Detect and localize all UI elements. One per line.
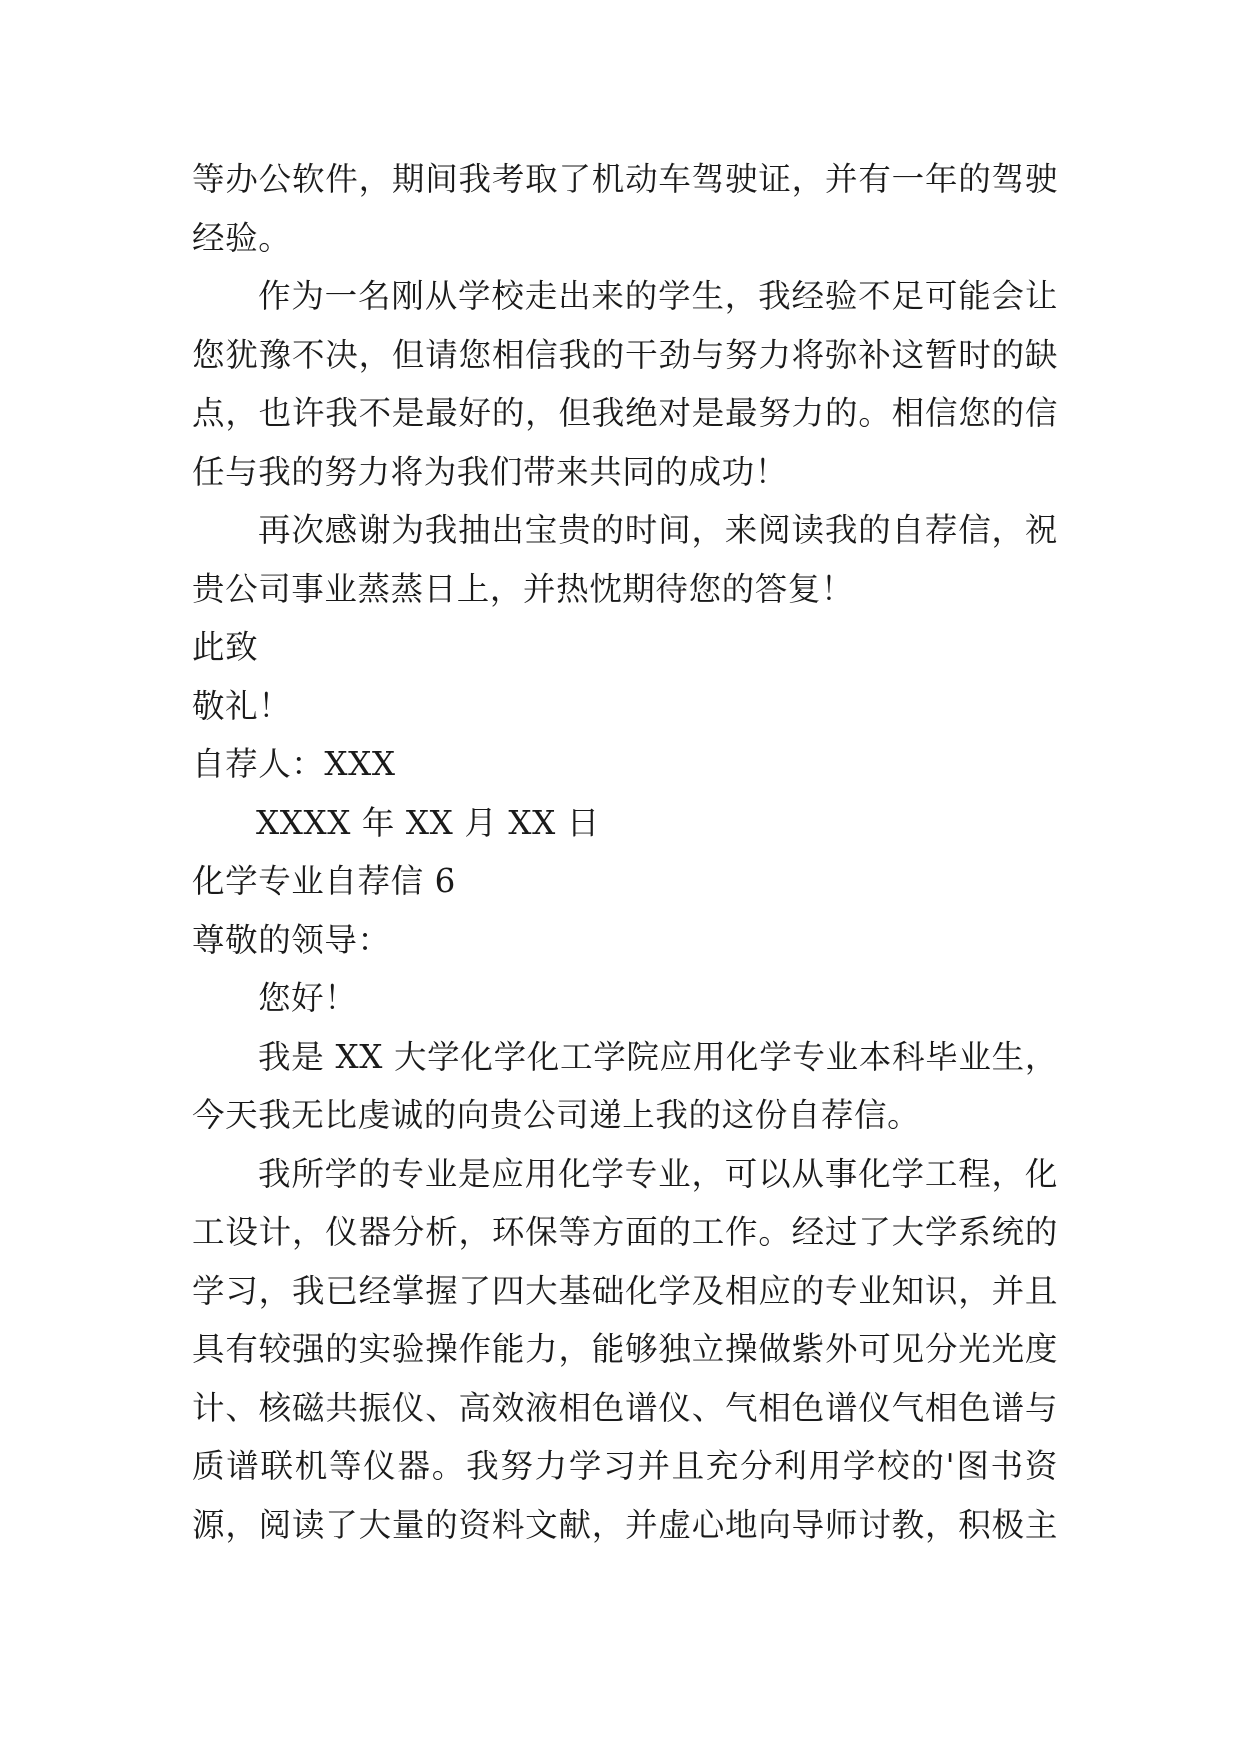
date-line: XXXX 年 XX 月 XX 日 [256, 803, 600, 842]
section-title: 化学专业自荐信 6 [192, 862, 456, 900]
text-line: 学习，我已经掌握了四大基础化学及相应的专业知识，并且 [192, 1271, 1058, 1310]
text-line: 点，也许我不是最好的，但我绝对是最努力的。相信您的信 [192, 394, 1058, 432]
text-line: 贵公司事业蒸蒸日上，并热忱期待您的答复！ [192, 569, 855, 608]
signature-line: 自荐人：XXX [192, 745, 396, 783]
salutation-closing: 敬礼！ [192, 686, 292, 725]
text-line: 质谱联机等仪器。我努力学习并且充分利用学校的'图书资 [192, 1447, 1058, 1485]
greeting-hello: 您好！ [258, 979, 358, 1017]
greeting: 尊敬的领导： [192, 920, 391, 959]
paragraph-first-line: 再次感谢为我抽出宝贵的时间，来阅读我的自荐信，祝 [258, 511, 1058, 549]
paragraph-first-line: 我是 XX 大学化学化工学院应用化学专业本科毕业生， [258, 1037, 1058, 1076]
paragraph-first-line: 作为一名刚从学校走出来的学生，我经验不足可能会让 [258, 277, 1058, 315]
text-line: 经验。 [192, 218, 292, 257]
closing-phrase: 此致 [192, 628, 259, 666]
text-line: 具有较强的实验操作能力，能够独立操做紫外可见分光光度 [192, 1330, 1058, 1368]
text-line: 计、核磁共振仪、高效液相色谱仪、气相色谱仪气相色谱与 [192, 1388, 1058, 1427]
text-line: 等办公软件，期间我考取了机动车驾驶证，并有一年的驾驶 [192, 160, 1058, 198]
paragraph-first-line: 我所学的专业是应用化学专业，可以从事化学工程，化 [258, 1154, 1058, 1193]
letter-body [192, 150, 1058, 1554]
text-line: 您犹豫不决，但请您相信我的干劲与努力将弥补这暂时的缺 [192, 335, 1058, 374]
text-line: 工设计，仪器分析，环保等方面的工作。经过了大学系统的 [192, 1213, 1058, 1251]
text-line: 源，阅读了大量的资料文献，并虚心地向导师讨教，积极主 [192, 1505, 1058, 1544]
text-line: 今天我无比虔诚的向贵公司递上我的这份自荐信。 [192, 1096, 921, 1134]
text-line: 任与我的努力将为我们带来共同的成功！ [192, 452, 788, 491]
